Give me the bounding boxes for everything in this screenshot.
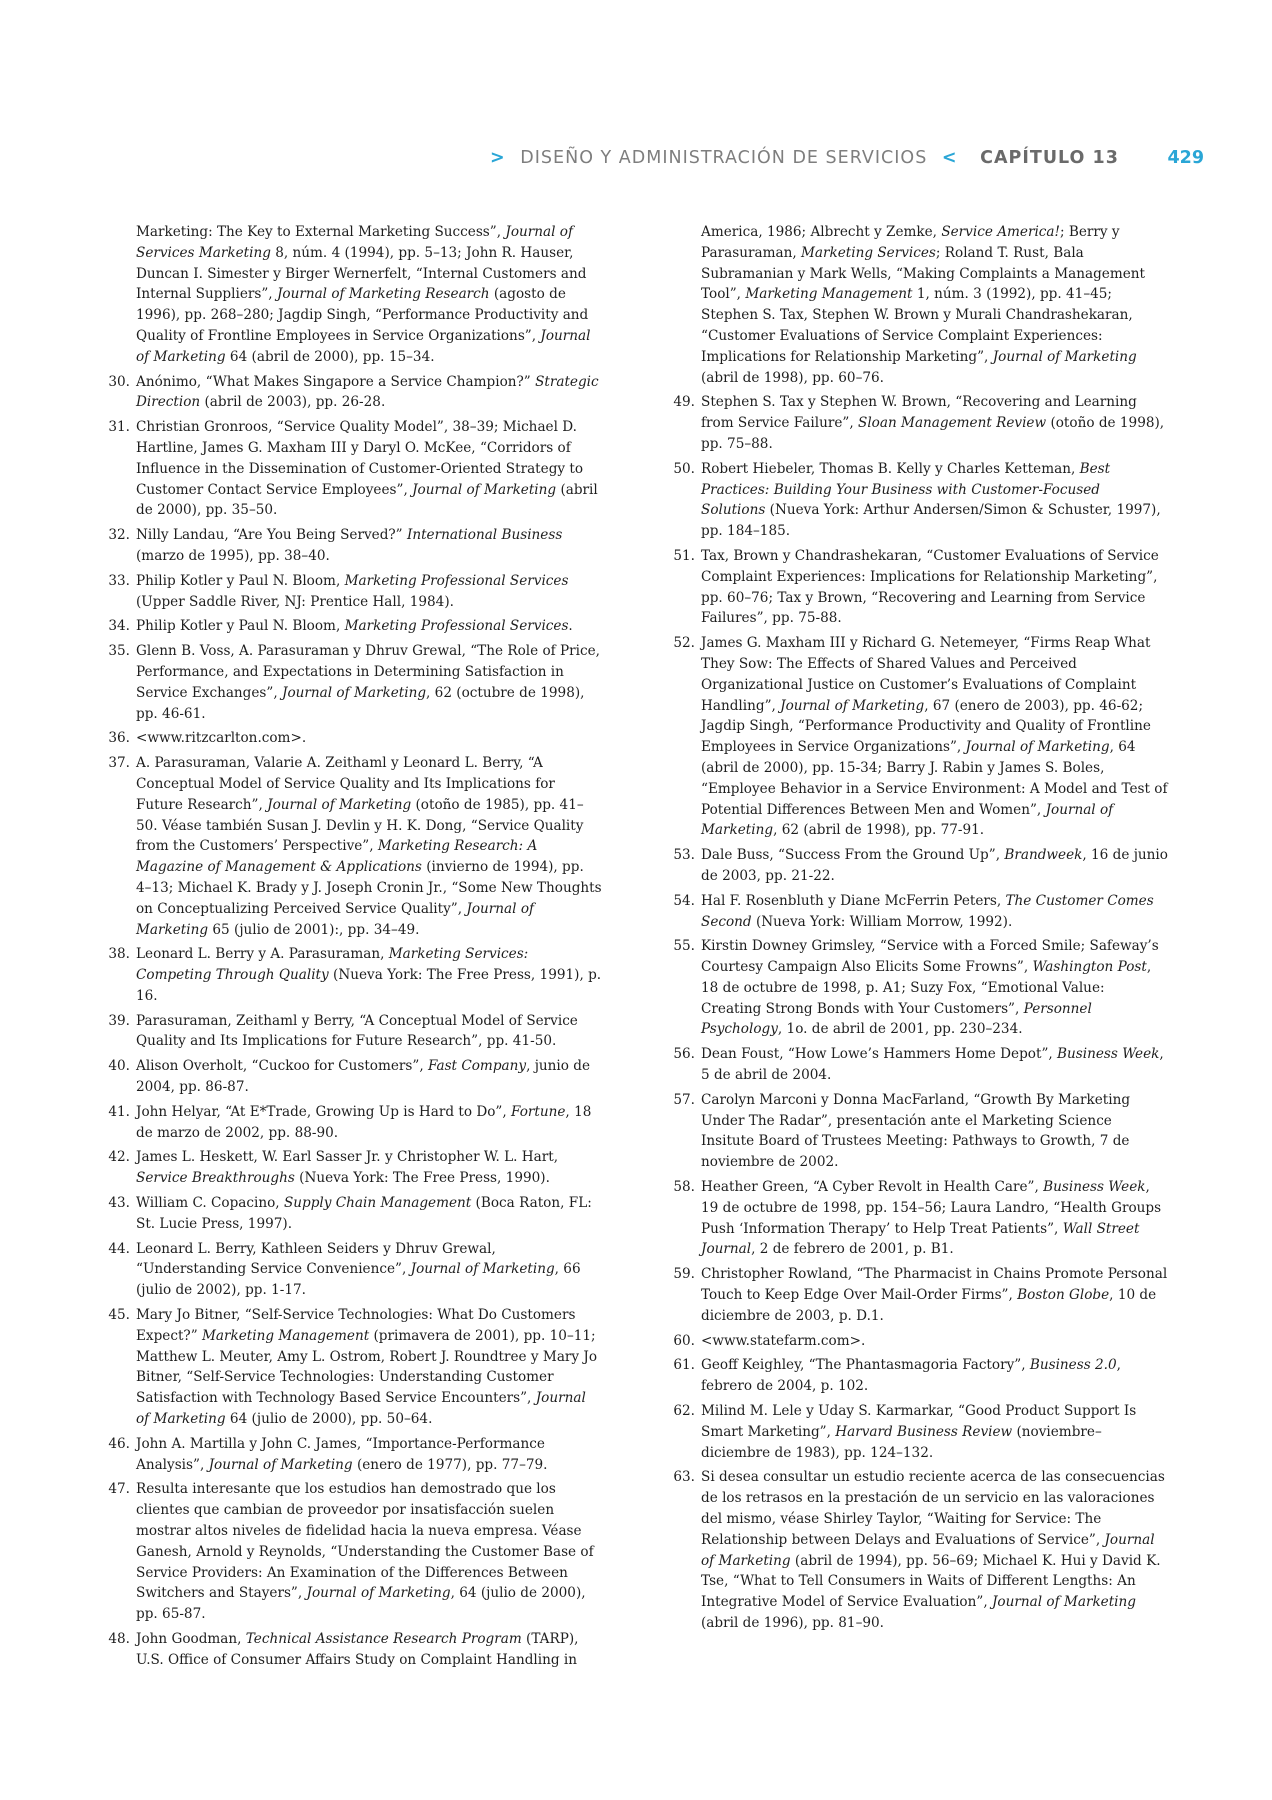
reference-text: Heather Green, “A Cyber Revolt in Health Care”, Business Week, 19 de octubre de 1998, pp. 154–56; Laura Landro, “Health Groups Push ‘Information Therapy’ to Help Treat Patients”, Wall Street Journal, 2 de febrero de 2001, p. B1. xyxy=(701,1179,1162,1258)
reference-item xyxy=(108,1011,603,1053)
reference-item xyxy=(108,417,603,521)
reference-number: 40. xyxy=(108,1058,130,1075)
reference-item xyxy=(673,633,1168,841)
reference-item xyxy=(108,1239,603,1301)
reference-item xyxy=(673,891,1168,933)
reference-item xyxy=(108,728,603,749)
reference-item xyxy=(108,753,603,940)
reference-number: 36. xyxy=(108,730,130,747)
reference-text: Tax, Brown y Chandrashekaran, “Customer Evaluations of Service Complaint Experiences: Implications for Relationship Marketing”, pp. 60–76; Tax y Brown, “Recovering and Learning from Service Failures”, pp. 75-88. xyxy=(701,547,1159,627)
reference-item xyxy=(673,845,1168,887)
reference-item xyxy=(108,372,603,414)
reference-item xyxy=(673,1090,1168,1173)
reference-item xyxy=(108,616,603,637)
reference-item xyxy=(673,1177,1168,1260)
reference-item xyxy=(673,459,1168,542)
reference-item xyxy=(673,392,1168,454)
reference-text: Kirstin Downey Grimsley, “Service with a Forced Smile; Safeway’s Courtesy Campaign Also Elicits Some Frowns”, Washington Post, 18 de octubre de 1998, p. A1; Suzy Fox, “Emotional Value: Creating Strong Bonds with Your Customers”, Personnel Psychology, 1o. de abril de 2001, pp. 230–234. xyxy=(701,938,1159,1038)
reference-item xyxy=(108,1305,603,1430)
reference-number: 62. xyxy=(673,1403,695,1420)
reference-number: 32. xyxy=(108,527,130,544)
reference-text: William C. Copacino, Supply Chain Management (Boca Raton, FL: St. Lucie Press, 1997). xyxy=(136,1195,592,1232)
reference-number: 54. xyxy=(673,892,695,909)
reference-number: 42. xyxy=(108,1149,130,1166)
reference-item xyxy=(673,1355,1168,1397)
chevron-left-icon: < xyxy=(941,148,958,168)
reference-number: 61. xyxy=(673,1357,695,1374)
reference-number: 48. xyxy=(108,1631,130,1647)
reference-number: 47. xyxy=(108,1481,130,1498)
reference-item xyxy=(673,222,1168,388)
reference-text: Stephen S. Tax y Stephen W. Brown, “Recovering and Learning from Service Failure”, Sloan Management Review (otoño de 1998), pp. 75–88. xyxy=(701,394,1165,452)
reference-text: John A. Martilla y John C. James, “Importance-Performance Analysis”, Journal of Marketing (enero de 1977), pp. 77–79. xyxy=(136,1435,548,1473)
reference-number: 52. xyxy=(673,635,695,652)
reference-text: Hal F. Rosenbluth y Diane McFerrin Peters, The Customer Comes Second (Nueva York: William Morrow, 1992). xyxy=(701,892,1154,930)
reference-item xyxy=(108,1479,603,1625)
reference-number: 38. xyxy=(108,946,130,963)
reference-number: 33. xyxy=(108,572,130,589)
reference-text: Dale Buss, “Success From the Ground Up”, Brandweek, 16 de junio de 2003, pp. 21-22. xyxy=(701,847,1168,884)
chevron-right-icon: > xyxy=(490,148,506,168)
reference-number: 57. xyxy=(673,1091,695,1108)
reference-number: 58. xyxy=(673,1179,695,1196)
reference-text: Christopher Rowland, “The Pharmacist in Chains Promote Personal Touch to Keep Edge Over Mail-Order Firms”, Boston Globe, 10 de diciembre de 2003, p. D.1. xyxy=(701,1266,1168,1324)
reference-text: Leonard L. Berry, Kathleen Seiders y Dhruv Grewal, “Understanding Service Convenience”, Journal of Marketing, 66 (julio de 2002), pp. 1-17. xyxy=(136,1240,581,1299)
reference-text: Philip Kotler y Paul N. Bloom, Marketing Professional Services. xyxy=(136,618,573,635)
reference-item xyxy=(108,1056,603,1098)
reference-text: Marketing: The Key to External Marketing Success”, Journal of Services Marketing 8, núm. 4 (1994), pp. 5–13; John R. Hauser, Duncan I. Simester y Birger Wernerfelt, “Internal Customers and Internal Suppliers”, Journal of Marketing Research (agosto de 1996), pp. 268–280; Jagdip Singh, “Performance Productivity and Quality of Frontline Employees in Service Organizations”, Journal of Marketing 64 (abril de 2000), pp. 15–34. xyxy=(136,224,591,365)
reference-text: Mary Jo Bitner, “Self-Service Technologies: What Do Customers Expect?” Marketing Management (primavera de 2001), pp. 10–11; Matthew L. Meuter, Amy L. Ostrom, Robert J. Roundtree y Mary Jo Bitner, “Self-Service Technologies: Understanding Customer Satisfaction with Technology Based Service Encounters”, Journal of Marketing 64 (julio de 2000), pp. 50–64. xyxy=(136,1307,598,1428)
reference-number: 39. xyxy=(108,1012,130,1029)
reference-text: Resulta interesante que los estudios han demostrado que los clientes que cambian de proveedor por insatisfacción suelen mostrar altos niveles de fidelidad hacia la nueva empresa. Véase Ganesh, Arnold y Reynolds, “Understanding the Customer Base of Service Providers: An Examination of the Differences Between Switchers and Stayers”, Journal of Marketing, 64 (julio de 2000), pp. 65-87. xyxy=(136,1481,594,1623)
reference-number: 51. xyxy=(673,547,695,564)
references-column-left xyxy=(108,222,603,1675)
reference-text: Si desea consultar un estudio reciente acerca de las consecuencias de los retrasos en la prestación de un servicio en las valoraciones del mismo, véase Shirley Taylor, “Waiting for Service: The Relationship between Delays and Evaluations of Service”, Journal of Marketing (abril de 1994), pp. 56–69; Michael K. Hui y David K. Tse, “What to Tell Consumers in Waits of Different Lengths: An Integrative Model of Service Evaluation”, Journal of Marketing (abril de 1996), pp. 81–90. xyxy=(701,1469,1165,1631)
reference-number: 45. xyxy=(108,1307,130,1324)
reference-item xyxy=(108,1434,603,1476)
reference-item xyxy=(108,1102,603,1144)
reference-number: 34. xyxy=(108,618,130,635)
reference-text: A. Parasuraman, Valarie A. Zeithaml y Leonard L. Berry, “A Conceptual Model of Service Quality and Its Implications for Future Research”, Journal of Marketing (otoño de 1985), pp. 41–50. Véase también Susan J. Devlin y H. K. Dong, “Service Quality from the Customers’ Perspective”, Marketing Research: A Magazine of Management & Applications (invierno de 1994), pp. 4–13; Michael K. Brady y J. Joseph Cronin Jr., “Some New Thoughts on Conceptualizing Perceived Service Quality”, Journal of Marketing 65 (julio de 2001):, pp. 34–49. xyxy=(136,755,602,938)
reference-text: Parasuraman, Zeithaml y Berry, “A Conceptual Model of Service Quality and Its Implications for Future Research”, pp. 41-50. xyxy=(136,1012,578,1050)
reference-text: John Goodman, Technical Assistance Research Program (TARP), U.S. Office of Consumer Affairs Study on Complaint Handling in xyxy=(136,1631,579,1668)
reference-number: 44. xyxy=(108,1240,130,1257)
reference-text: Nilly Landau, “Are You Being Served?” International Business (marzo de 1995), pp. 38–40. xyxy=(136,527,563,564)
reference-text: Robert Hiebeler, Thomas B. Kelly y Charles Ketteman, Best Practices: Building Your Business with Customer-Focused Solutions (Nueva York: Arthur Andersen/Simon & Schuster, 1997), pp. 184–185. xyxy=(701,460,1161,540)
reference-number: 55. xyxy=(673,938,695,955)
reference-text: Christian Gronroos, “Service Quality Model”, 38–39; Michael D. Hartline, James G. Maxham III y Daryl O. McKee, “Corridors of Influence in the Dissemination of Customer-Oriented Strategy to Customer Contact Service Employees”, Journal of Marketing (abril de 2000), pp. 35–50. xyxy=(136,419,598,519)
reference-item xyxy=(108,944,603,1006)
reference-text: <www.ritzcarlton.com>. xyxy=(136,730,307,747)
running-header xyxy=(490,148,1204,168)
reference-text: <www.statefarm.com>. xyxy=(701,1332,866,1349)
reference-item xyxy=(108,222,603,368)
reference-number: 63. xyxy=(673,1469,695,1486)
reference-number: 31. xyxy=(108,419,130,436)
reference-number: 50. xyxy=(673,460,695,477)
reference-number: 53. xyxy=(673,847,695,864)
reference-number: 35. xyxy=(108,643,130,660)
reference-item xyxy=(673,1401,1168,1463)
reference-item xyxy=(673,1467,1168,1633)
reference-number: 43. xyxy=(108,1195,130,1212)
chapter-label: CAPÍTULO 13 xyxy=(980,148,1119,168)
page-number: 429 xyxy=(1167,148,1204,168)
reference-item xyxy=(673,1044,1168,1086)
reference-number: 41. xyxy=(108,1103,130,1120)
reference-text: Glenn B. Voss, A. Parasuraman y Dhruv Grewal, “The Role of Price, Performance, and Expectations in Determining Satisfaction in Service Exchanges”, Journal of Marketing, 62 (octubre de 1998), pp. 46-61. xyxy=(136,643,600,722)
reference-item xyxy=(673,546,1168,629)
reference-text: Carolyn Marconi y Donna MacFarland, “Growth By Marketing Under The Radar”, presentación ante el Marketing Science Insitute Board of Trustees Meeting: Pathways to Growth, 7 de noviembre de 2002. xyxy=(701,1091,1131,1171)
reference-item xyxy=(673,1264,1168,1326)
reference-text: Milind M. Lele y Uday S. Karmarkar, “Good Product Support Is Smart Marketing”, Harvard Business Review (noviembre–diciembre de 1983), pp. 124–132. xyxy=(701,1403,1137,1461)
reference-item xyxy=(108,641,603,724)
reference-number: 49. xyxy=(673,394,695,411)
reference-text: Anónimo, “What Makes Singapore a Service Champion?” Strategic Direction (abril de 2003), pp. 26-28. xyxy=(136,373,599,411)
reference-text: Alison Overholt, “Cuckoo for Customers”, Fast Company, junio de 2004, pp. 86-87. xyxy=(136,1058,591,1096)
reference-text: America, 1986; Albrecht y Zemke, Service America!; Berry y Parasuraman, Marketing Services; Roland T. Rust, Bala Subramanian y Mark Wells, “Making Complaints a Management Tool”, Marketing Management 1, núm. 3 (1992), pp. 41–45; Stephen S. Tax, Stephen W. Brown y Murali Chandrashekaran, “Customer Evaluations of Service Complaint Experiences: Implications for Relationship Marketing”, Journal of Marketing (abril de 1998), pp. 60–76. xyxy=(701,224,1145,386)
reference-number: 60. xyxy=(673,1332,695,1349)
section-title: DISEÑO Y ADMINISTRACIÓN DE SERVICIOS xyxy=(520,148,928,168)
reference-item xyxy=(108,1193,603,1235)
reference-item xyxy=(108,1629,603,1671)
reference-text: Philip Kotler y Paul N. Bloom, Marketing Professional Services (Upper Saddle River, NJ: Prentice Hall, 1984). xyxy=(136,572,569,610)
reference-number: 59. xyxy=(673,1266,695,1283)
reference-text: Leonard L. Berry y A. Parasuraman, Marketing Services: Competing Through Quality (Nueva York: The Free Press, 1991), p. 16. xyxy=(136,946,602,1004)
reference-text: Dean Foust, “How Lowe’s Hammers Home Depot”, Business Week, 5 de abril de 2004. xyxy=(701,1046,1164,1084)
reference-item xyxy=(673,936,1168,1040)
reference-number: 37. xyxy=(108,755,130,772)
reference-text: John Helyar, “At E*Trade, Growing Up is Hard to Do”, Fortune, 18 de marzo de 2002, pp. 88-90. xyxy=(136,1103,592,1141)
reference-text: Geoff Keighley, “The Phantasmagoria Factory”, Business 2.0, febrero de 2004, p. 102. xyxy=(701,1357,1121,1395)
reference-item xyxy=(108,571,603,613)
reference-item xyxy=(673,1331,1168,1352)
reference-item xyxy=(108,1147,603,1189)
reference-number: 30. xyxy=(108,373,130,390)
reference-number: 46. xyxy=(108,1435,130,1452)
reference-item xyxy=(108,525,603,567)
references-column-right xyxy=(673,222,1168,1638)
reference-number: 56. xyxy=(673,1046,695,1063)
reference-text: James G. Maxham III y Richard G. Netemeyer, “Firms Reap What They Sow: The Effects of Shared Values and Perceived Organizational Justice on Customer’s Evaluations of Complaint Handling”, Journal of Marketing, 67 (enero de 2003), pp. 46-62; Jagdip Singh, “Performance Productivity and Quality of Frontline Employees in Service Organizations”, Journal of Marketing, 64 (abril de 2000), pp. 15-34; Barry J. Rabin y James S. Boles, “Employee Behavior in a Service Environment: A Model and Test of Potential Differences Between Men and Women”, Journal of Marketing, 62 (abril de 1998), pp. 77-91. xyxy=(701,635,1168,839)
reference-text: James L. Heskett, W. Earl Sasser Jr. y Christopher W. L. Hart, Service Breakthroughs (Nueva York: The Free Press, 1990). xyxy=(136,1149,559,1187)
